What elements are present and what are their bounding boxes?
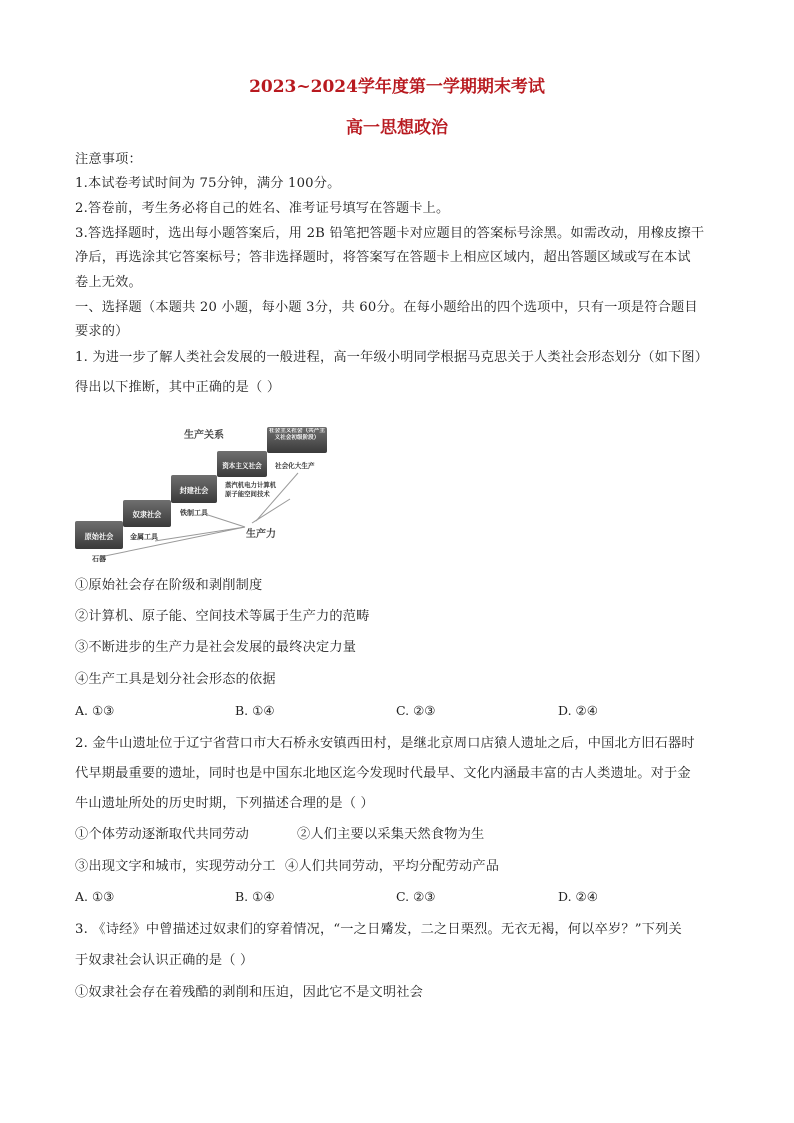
tool-label: 石器 (92, 555, 106, 563)
statement: ①个体劳动逐渐取代共同劳动 (75, 827, 250, 842)
question-3-stem: 3. 《诗经》中曾描述过奴隶们的穿着情况，“一之日觱发，二之日栗烈。无衣无褐，何以卒岁？”下列关 (75, 922, 682, 937)
tool-label: 社会化大生产 (275, 462, 315, 470)
section-heading: 一、选择题（本题共 20 小题，每小题 3分，共 60分。在每小题给出的四个选项中，只有一项是符合题目 (75, 300, 698, 315)
statement: ④生产工具是划分社会形态的依据 (75, 672, 276, 687)
label-productive-forces: 生产力 (246, 529, 276, 540)
step-label: 原始社会 (84, 532, 114, 541)
option-c: C. ②③ (396, 889, 436, 904)
notes-heading: 注意事项： (75, 152, 142, 167)
option-d: D. ②④ (558, 889, 598, 904)
statement: ③不断进步的生产力是社会发展的最终决定力量 (75, 640, 357, 655)
tool-label: 金属工具 (130, 533, 158, 541)
statement: ③出现文字和城市，实现劳动分工 (75, 859, 276, 874)
step-label: 资本主义社会 (222, 462, 262, 470)
statement: ④人们共同劳动，平均分配劳动产品 (285, 859, 500, 874)
note-item: 净后，再选涂其它答案标号；答非选择题时，将答案写在答题卡上相应区域内，超出答题区域或写在本试 (75, 250, 691, 265)
option-c: C. ②③ (396, 703, 436, 718)
section-heading-cont: 要求的） (75, 324, 129, 339)
statement: ②计算机、原子能、空间技术等属于生产力的范畴 (75, 609, 370, 624)
social-forms-staircase-figure (60, 415, 350, 570)
statement: ①原始社会存在阶级和剥削制度 (75, 578, 263, 593)
question-1-stem: 1. 为进一步了解人类社会发展的一般进程，高一年级小明同学根据马克思关于人类社会形态划分（如下图） (75, 350, 709, 365)
tool-label: 蒸汽机电力计算机原子能空间技术 (225, 481, 277, 498)
option-b: B. ①④ (235, 889, 275, 904)
subject-title: 高一思想政治 (346, 118, 448, 138)
note-item: 1.本试卷考试时间为 75分钟，满分 100分。 (75, 176, 341, 191)
option-a: A. ①③ (75, 889, 115, 904)
label-relations-of-production: 生产关系 (184, 430, 224, 441)
tool-label: 铁制工具 (180, 509, 208, 517)
option-b: B. ①④ (235, 703, 275, 718)
option-a: A. ①③ (75, 703, 115, 718)
question-1-options (75, 703, 723, 723)
question-3-stem-cont: 于奴隶社会认识正确的是（ ） (75, 953, 254, 968)
statement: ②人们主要以采集天然食物为生 (297, 827, 485, 842)
step-label: 封建社会 (179, 486, 209, 495)
exam-title: 2023~2024学年度第一学期期末考试 (249, 77, 545, 97)
question-1-stem-cont: 得出以下推断，其中正确的是（ ） (75, 380, 281, 395)
step-label: 奴隶社会 (132, 510, 162, 519)
question-2-stem: 2. 金牛山遗址位于辽宁省营口市大石桥永安镇西田村，是继北京周口店猿人遗址之后，中国北方旧石器时 (75, 736, 695, 751)
option-d: D. ②④ (558, 703, 598, 718)
question-2-options (75, 889, 723, 909)
step-label: 社会主义社会（共产主义社会初级阶段） (269, 428, 325, 441)
note-item: 3.答选择题时，选出每小题答案后，用 2B 铅笔把答题卡对应题目的答案标号涂黑。如需改动，用橡皮擦干 (75, 226, 705, 241)
question-2-stem-cont: 代早期最重要的遗址，同时也是中国东北地区迄今发现时代最早、文化内涵最丰富的古人类遗址。对于金 (75, 766, 691, 781)
statement: ①奴隶社会存在着残酷的剥削和压迫，因此它不是文明社会 (75, 985, 424, 1000)
note-item: 2.答卷前，考生务必将自己的姓名、准考证号填写在答题卡上。 (75, 201, 450, 216)
question-2-stem-cont: 牛山遗址所处的历史时期，下列描述合理的是（ ） (75, 796, 374, 811)
note-item: 卷上无效。 (75, 275, 142, 290)
